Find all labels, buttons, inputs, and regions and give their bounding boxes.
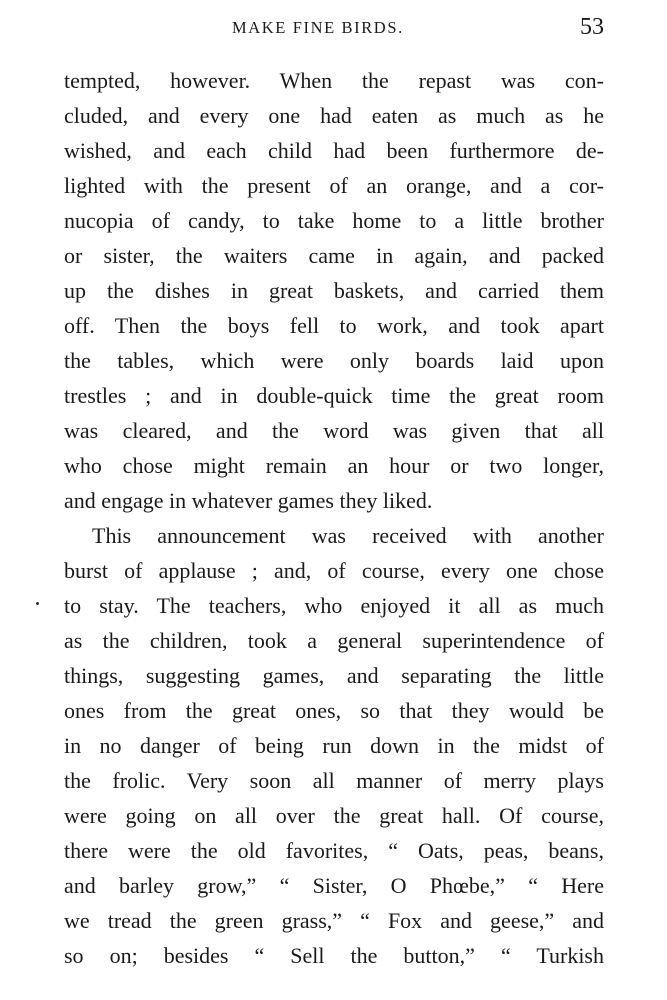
text-line: tempted, however. When the repast was con- xyxy=(64,68,604,93)
text-line: ones from the great ones, so that they would be xyxy=(64,698,604,723)
text-line: burst of applause ; and, of course, every one chose xyxy=(64,558,604,583)
print-speck xyxy=(36,602,39,605)
text-line: the frolic. Very soon all manner of merry plays xyxy=(64,768,604,793)
text-line: and barley grow,” “ Sister, O Phœbe,” “ Here xyxy=(64,873,604,898)
text-line: was cleared, and the word was given that all xyxy=(64,418,604,443)
text-line: were going on all over the great hall. Of course, xyxy=(64,803,604,828)
text-line: lighted with the present of an orange, and a cor- xyxy=(64,173,604,198)
text-line: nucopia of candy, to take home to a little brother xyxy=(64,208,604,233)
running-title: MAKE FINE BIRDS. xyxy=(232,18,404,37)
paragraph-2 xyxy=(64,518,604,973)
text-line: trestles ; and in double-quick time the great room xyxy=(64,383,604,408)
text-line: off. Then the boys fell to work, and took apart xyxy=(64,313,604,338)
text-line: in no danger of being run down in the midst of xyxy=(64,733,604,758)
text-line: to stay. The teachers, who enjoyed it all as much xyxy=(64,593,604,618)
text-line: cluded, and every one had eaten as much as he xyxy=(64,103,604,128)
text-line: so on; besides “ Sell the button,” “ Turkish xyxy=(64,943,604,968)
running-head xyxy=(0,10,667,46)
text-line: up the dishes in great baskets, and carried them xyxy=(64,278,604,303)
body-text xyxy=(64,63,604,973)
text-line: This announcement was received with another xyxy=(92,523,604,548)
text-line: who chose might remain an hour or two longer, xyxy=(64,453,604,478)
text-line: wished, and each child had been furthermore de- xyxy=(64,138,604,163)
text-line: as the children, took a general superintendence of xyxy=(64,628,604,653)
text-line: there were the old favorites, “ Oats, peas, beans, xyxy=(64,838,604,863)
text-line: the tables, which were only boards laid upon xyxy=(64,348,604,373)
text-line: and engage in whatever games they liked. xyxy=(64,488,433,513)
text-line: or sister, the waiters came in again, and packed xyxy=(64,243,604,268)
text-line: we tread the green grass,” “ Fox and geese,” and xyxy=(64,908,604,933)
page-number: 53 xyxy=(580,14,604,40)
text-line: things, suggesting games, and separating the little xyxy=(64,663,604,688)
paragraph-1 xyxy=(64,63,604,518)
